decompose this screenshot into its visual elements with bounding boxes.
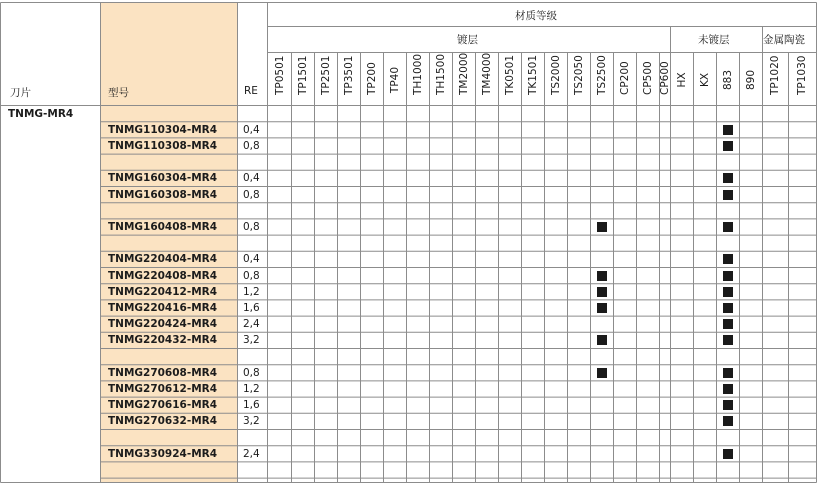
header-insert-label: 刀片 xyxy=(10,87,31,99)
insert-family-label: TNMG-MR4 xyxy=(8,108,74,120)
grade-header-th1000: TH1000 xyxy=(411,53,424,95)
re-cell: 1,2 xyxy=(243,285,260,298)
availability-mark-883 xyxy=(723,319,733,329)
header-material-grades: 材质等级 xyxy=(515,10,557,22)
model-cell: TNMG110304-MR4 xyxy=(108,123,218,136)
header-model-label: 型号 xyxy=(108,87,129,99)
re-cell: 3,2 xyxy=(243,334,260,347)
group-cermet-label: 金属陶瓷 xyxy=(763,34,805,46)
availability-mark-883 xyxy=(723,190,733,200)
re-cell: 0,4 xyxy=(243,253,260,266)
model-cell: TNMG220432-MR4 xyxy=(108,334,218,347)
header-re-label: RE xyxy=(244,85,258,97)
model-cell: TNMG270612-MR4 xyxy=(108,382,218,395)
grade-header-cp500: CP500 xyxy=(641,61,654,95)
re-cell: 1,6 xyxy=(243,399,260,412)
grade-header-tk1501: TK1501 xyxy=(526,54,539,95)
availability-mark-883 xyxy=(723,141,733,151)
model-cell: TNMG160408-MR4 xyxy=(108,220,218,233)
model-cell: TNMG220408-MR4 xyxy=(108,269,218,282)
model-cell: TNMG270632-MR4 xyxy=(108,415,218,428)
grade-header-883: 883 xyxy=(721,69,734,91)
availability-mark-ts2500 xyxy=(597,368,607,378)
availability-mark-ts2500 xyxy=(597,222,607,232)
grade-header-tp200: TP200 xyxy=(365,62,378,95)
group-coated-label: 镀层 xyxy=(457,34,478,46)
availability-mark-883 xyxy=(723,400,733,410)
grade-header-ts2500: TS2500 xyxy=(595,55,608,95)
availability-mark-883 xyxy=(723,303,733,313)
model-cell: TNMG220416-MR4 xyxy=(108,301,218,314)
availability-mark-ts2500 xyxy=(597,303,607,313)
availability-mark-883 xyxy=(723,287,733,297)
grade-header-cp200: CP200 xyxy=(618,61,631,95)
model-cell: TNMG110308-MR4 xyxy=(108,139,218,152)
availability-mark-883 xyxy=(723,254,733,264)
availability-mark-883 xyxy=(723,222,733,232)
grade-header-tp40: TP40 xyxy=(388,66,401,94)
availability-mark-883 xyxy=(723,125,733,135)
grade-header-tp1020: TP1020 xyxy=(769,55,781,95)
grade-header-tp0501: TP0501 xyxy=(273,55,286,95)
grade-header-ts2050: TS2050 xyxy=(572,55,585,95)
availability-mark-883 xyxy=(723,384,733,394)
group-uncoated-label: 未镀层 xyxy=(698,34,730,46)
grade-header-th1500: TH1500 xyxy=(434,53,447,95)
re-cell: 0,4 xyxy=(243,123,260,136)
grade-header-tp1501: TP1501 xyxy=(296,55,309,95)
re-cell: 0,8 xyxy=(243,188,260,201)
re-cell: 0,8 xyxy=(243,366,260,379)
availability-mark-883 xyxy=(723,368,733,378)
re-cell: 0,8 xyxy=(243,220,260,233)
model-cell: TNMG160308-MR4 xyxy=(108,188,218,201)
availability-mark-883 xyxy=(723,173,733,183)
re-cell: 1,6 xyxy=(243,301,260,314)
re-cell: 2,4 xyxy=(243,318,260,331)
availability-mark-ts2500 xyxy=(597,287,607,297)
availability-mark-ts2500 xyxy=(597,271,607,281)
re-cell: 1,2 xyxy=(243,382,260,395)
availability-mark-883 xyxy=(723,416,733,426)
model-cell: TNMG330924-MR4 xyxy=(108,447,218,460)
grade-header-ts2000: TS2000 xyxy=(549,55,562,95)
grade-header-kx: KX xyxy=(698,72,711,88)
re-cell: 0,8 xyxy=(243,139,260,152)
grade-header-tp3501: TP3501 xyxy=(342,55,355,95)
grade-header-tp1030: TP1030 xyxy=(796,55,808,95)
model-cell: TNMG220412-MR4 xyxy=(108,285,218,298)
grade-header-890: 890 xyxy=(744,69,757,91)
re-cell: 2,4 xyxy=(243,447,260,460)
grade-header-tk0501: TK0501 xyxy=(503,54,516,95)
availability-mark-ts2500 xyxy=(597,335,607,345)
re-cell: 0,4 xyxy=(243,172,260,185)
grade-header-tm2000: TM2000 xyxy=(457,52,470,95)
availability-mark-883 xyxy=(723,271,733,281)
re-cell: 3,2 xyxy=(243,415,260,428)
grade-header-tp2501: TP2501 xyxy=(319,55,332,95)
availability-mark-883 xyxy=(723,449,733,459)
grade-header-cp600: CP600 xyxy=(658,61,671,95)
grade-header-hx: HX xyxy=(675,72,688,88)
model-cell: TNMG270608-MR4 xyxy=(108,366,218,379)
availability-mark-883 xyxy=(723,335,733,345)
model-cell: TNMG270616-MR4 xyxy=(108,399,218,412)
model-cell: TNMG220424-MR4 xyxy=(108,318,218,331)
model-cell: TNMG220404-MR4 xyxy=(108,253,218,266)
grade-header-tm4000: TM4000 xyxy=(480,52,493,95)
re-cell: 0,8 xyxy=(243,269,260,282)
model-cell: TNMG160304-MR4 xyxy=(108,172,218,185)
